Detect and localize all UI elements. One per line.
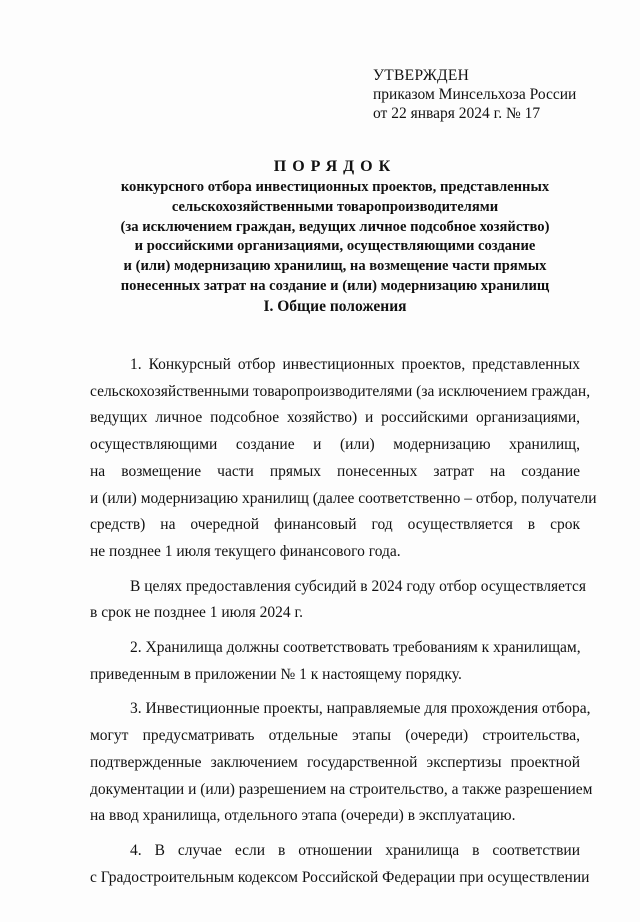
paragraph-3 <box>90 696 593 830</box>
text-line: средств) на очередной финансовый год осуществляется в срок <box>90 516 580 534</box>
document-body <box>90 352 597 891</box>
paragraph-4 <box>90 838 590 891</box>
title-line: понесенных затрат на создание и (или) модернизацию хранилищ <box>120 277 550 294</box>
title-line: конкурсного отбора инвестиционных проектов, представленных <box>120 179 550 195</box>
paragraph-gap <box>90 627 580 635</box>
title-main: ПОРЯДОК <box>273 158 397 175</box>
text-line: 1. Конкурсный отбор инвестиционных проектов, представленных <box>130 356 580 373</box>
section-heading: I. Общие положения <box>263 298 407 315</box>
text-line: документации и (или) разрешением на строительство, а также разрешением <box>90 780 593 798</box>
paragraph-2 <box>90 635 580 688</box>
approval-heading: УТВЕРЖДЕН <box>373 67 470 84</box>
text-line: на ввод хранилища, отдельного этапа (очереди) в эксплуатацию. <box>90 807 516 825</box>
approval-order-line: приказом Минсельхоза России <box>373 86 577 103</box>
text-line: 2. Хранилища должны соответствовать требованиям к хранилищам, <box>130 639 581 657</box>
text-line: 4. В случае если в отношении хранилища в соответствии <box>130 841 580 859</box>
text-line: в срок не позднее 1 июля 2024 г. <box>90 604 303 622</box>
approval-stamp <box>373 66 576 123</box>
title-line: и российскими организациями, осуществляющими создание <box>134 238 536 255</box>
paragraph-1 <box>90 352 597 566</box>
text-line: могут предусматривать отдельные этапы (очереди) строительства, <box>90 727 580 745</box>
text-line: ведущих личное подсобное хозяйство) и российскими организациями, <box>90 409 580 427</box>
text-line: на возмещение части прямых понесенных затрат на создание <box>90 462 580 480</box>
text-line: сельскохозяйственными товаропроизводителями (за исключением граждан, <box>90 382 591 400</box>
paragraph-gap <box>90 830 580 838</box>
approval-date-line: от 22 января 2024 г. № 17 <box>373 105 541 122</box>
title-line: (за исключением граждан, ведущих личное подсобное хозяйство) <box>120 218 550 235</box>
paragraph-gap <box>90 566 580 574</box>
text-line: В целях предоставления субсидий в 2024 году отбор осуществляется <box>130 577 586 595</box>
document-title <box>90 157 580 297</box>
text-line: и (или) модернизацию хранилищ (далее соответственно – отбор, получатели <box>90 489 597 507</box>
text-line: приведенным в приложении № 1 к настоящему порядку. <box>90 665 462 683</box>
paragraph-1b <box>90 574 586 627</box>
title-line: и (или) модернизацию хранилищ, на возмещение части прямых <box>123 258 547 275</box>
text-line: подтвержденные заключением государственной экспертизы проектной <box>90 753 580 771</box>
text-line: с Градостроительным кодексом Российской Федерации при осуществлении <box>90 868 590 886</box>
text-line: не позднее 1 июля текущего финансового года. <box>90 542 401 560</box>
title-line: сельскохозяйственными товаропроизводителями <box>171 198 499 215</box>
paragraph-gap <box>90 688 580 696</box>
text-line: 3. Инвестиционные проекты, направляемые для прохождения отбора, <box>130 700 591 718</box>
text-line: осуществляющими создание и (или) модернизацию хранилищ, <box>90 436 580 454</box>
